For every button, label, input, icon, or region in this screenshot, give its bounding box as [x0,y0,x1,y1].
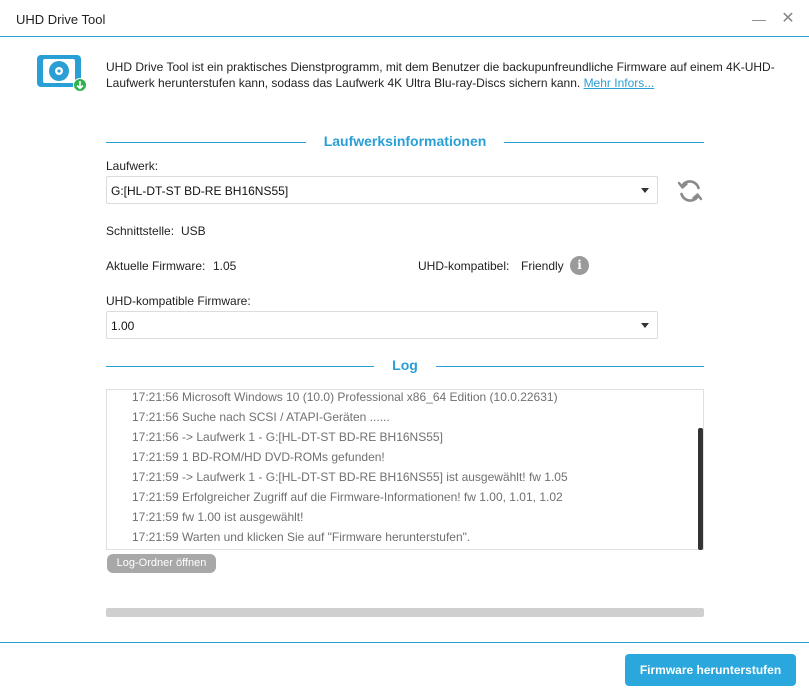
current-firmware-value: 1.05 [213,259,237,273]
uhd-compatible-value: Friendly [521,259,564,273]
log-heading-label: Log [392,357,418,373]
intro-description: UHD Drive Tool ist ein praktisches Dienstprogramm, mit dem Benutzer die backupunfreundliche Firmware auf einem 4K-UHD-Laufwerk herunterstufen kann, sodass das Laufwerk 4K Ultra Blu-ray-Discs sichern kann. [106,60,775,90]
downgrade-firmware-button[interactable]: Firmware herunterstufen [625,654,796,686]
log-scrollbar[interactable] [698,428,703,550]
log-line: 17:21:59 Warten und klicken Sie auf "Firmware herunterstufen". [132,530,471,544]
log-line: 17:21:59 fw 1.00 ist ausgewählt! [132,510,304,524]
drive-select[interactable] [106,176,658,204]
log-output[interactable] [106,389,704,550]
uhd-firmware-select-value: 1.00 [111,319,135,333]
close-button[interactable]: ✕ [781,10,795,27]
uhd-compatible-label: UHD-kompatibel: [418,259,510,273]
drive-info-heading-label: Laufwerksinformationen [323,133,487,149]
current-firmware-label: Aktuelle Firmware: [106,259,206,273]
refresh-icon[interactable] [676,177,704,205]
log-line: 17:21:59 Erfolgreicher Zugriff auf die Firmware-Informationen! fw 1.00, 1.01, 1.02 [132,490,563,504]
intro-text [106,59,776,91]
log-line: 17:21:59 1 BD-ROM/HD DVD-ROMs gefunden! [132,450,385,464]
log-line: 17:21:59 -> Laufwerk 1 - G:[HL-DT-ST BD-RE BH16NS55] ist ausgewählt! fw 1.05 [132,470,568,484]
footer-divider [0,642,809,643]
minimize-button[interactable]: — [752,11,766,27]
drive-label: Laufwerk: [106,159,159,173]
drive-select-value: G:[HL-DT-ST BD-RE BH16NS55] [111,184,289,198]
log-heading [106,357,704,377]
open-log-folder-button[interactable]: Log-Ordner öffnen [107,554,216,573]
uhd-firmware-label: UHD-kompatible Firmware: [106,294,251,308]
more-info-link[interactable]: Mehr Infors... [583,76,655,90]
chevron-down-icon [641,188,649,193]
drive-info-heading [106,133,704,153]
title-bar [0,0,809,37]
interface-label: Schnittstelle: [106,224,175,238]
info-icon[interactable]: i [570,256,589,275]
window-title: UHD Drive Tool [16,12,106,27]
uhd-firmware-select[interactable] [106,311,658,339]
log-line: 17:21:56 -> Laufwerk 1 - G:[HL-DT-ST BD-RE BH16NS55] [132,430,443,444]
progress-bar [106,608,704,617]
log-line: 17:21:56 Suche nach SCSI / ATAPI-Geräten ...... [132,410,390,424]
chevron-down-icon [641,323,649,328]
interface-value: USB [181,224,206,238]
app-disc-icon [36,54,88,92]
log-line: 17:21:56 Microsoft Windows 10 (10.0) Professional x86_64 Edition (10.0.22631) [132,390,558,404]
